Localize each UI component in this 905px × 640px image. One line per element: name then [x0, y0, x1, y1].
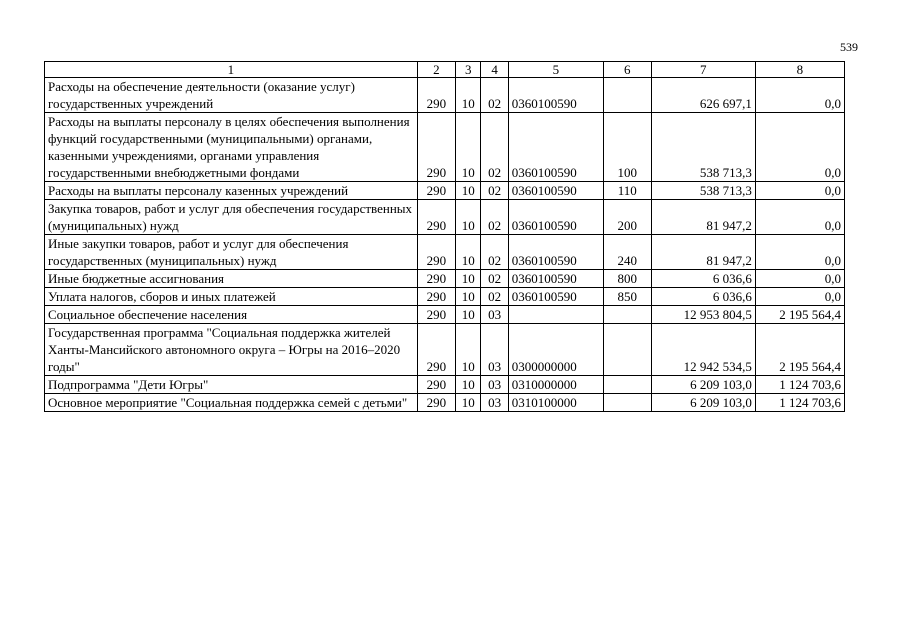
- section-cell: 10: [456, 182, 481, 200]
- subvention-amount-cell: 0,0: [755, 235, 844, 270]
- admin-code-cell: 290: [417, 324, 455, 376]
- subsection-cell: 02: [481, 113, 508, 182]
- subvention-amount-cell: 0,0: [755, 113, 844, 182]
- admin-code-cell: 290: [417, 270, 455, 288]
- target-article-cell: 0360100590: [508, 113, 603, 182]
- expense-type-cell: 800: [603, 270, 651, 288]
- row-name-cell: Подпрограмма "Дети Югры": [45, 376, 418, 394]
- subsection-cell: 02: [481, 182, 508, 200]
- admin-code-cell: 290: [417, 113, 455, 182]
- expense-type-cell: [603, 376, 651, 394]
- expense-type-cell: [603, 394, 651, 412]
- table-row: [45, 376, 845, 394]
- amount-cell: 12 942 534,5: [651, 324, 755, 376]
- section-cell: 10: [456, 288, 481, 306]
- amount-cell: 12 953 804,5: [651, 306, 755, 324]
- admin-code-cell: 290: [417, 200, 455, 235]
- amount-cell: 538 713,3: [651, 113, 755, 182]
- section-cell: 10: [456, 394, 481, 412]
- row-name-cell: Уплата налогов, сборов и иных платежей: [45, 288, 418, 306]
- table-row: [45, 235, 845, 270]
- expense-type-cell: 240: [603, 235, 651, 270]
- header-cell-target-article: 5: [508, 62, 603, 78]
- row-name-cell: Расходы на выплаты персоналу казенных учреждений: [45, 182, 418, 200]
- row-name-cell: Иные бюджетные ассигнования: [45, 270, 418, 288]
- target-article-cell: 0300000000: [508, 324, 603, 376]
- subvention-amount-cell: 0,0: [755, 78, 844, 113]
- table-row: [45, 394, 845, 412]
- section-cell: 10: [456, 113, 481, 182]
- table-row: [45, 113, 845, 182]
- amount-cell: 626 697,1: [651, 78, 755, 113]
- table-row: [45, 306, 845, 324]
- subvention-amount-cell: 1 124 703,6: [755, 394, 844, 412]
- header-cell-expense-type: 6: [603, 62, 651, 78]
- page-number: 539: [840, 40, 858, 54]
- amount-cell: 538 713,3: [651, 182, 755, 200]
- subvention-amount-cell: 0,0: [755, 270, 844, 288]
- subsection-cell: 02: [481, 270, 508, 288]
- section-cell: 10: [456, 78, 481, 113]
- target-article-cell: 0310100000: [508, 394, 603, 412]
- subsection-cell: 03: [481, 306, 508, 324]
- subsection-cell: 02: [481, 288, 508, 306]
- header-cell-admin: 2: [417, 62, 455, 78]
- row-name-cell: Иные закупки товаров, работ и услуг для обеспечения государственных (муниципальных) нужд: [45, 235, 418, 270]
- section-cell: 10: [456, 235, 481, 270]
- budget-table: [44, 61, 845, 412]
- subsection-cell: 03: [481, 394, 508, 412]
- subsection-cell: 03: [481, 324, 508, 376]
- table-row: [45, 200, 845, 235]
- subsection-cell: 02: [481, 200, 508, 235]
- target-article-cell: 0360100590: [508, 78, 603, 113]
- amount-cell: 6 036,6: [651, 288, 755, 306]
- section-cell: 10: [456, 324, 481, 376]
- amount-cell: 6 036,6: [651, 270, 755, 288]
- row-name-cell: Социальное обеспечение населения: [45, 306, 418, 324]
- row-name-cell: Расходы на выплаты персоналу в целях обеспечения выполнения функций государственными (муниципальными) органами, казенными учреждениями, органами управления государственными внебюджетными фондами: [45, 113, 418, 182]
- amount-cell: 81 947,2: [651, 200, 755, 235]
- admin-code-cell: 290: [417, 288, 455, 306]
- header-cell-section: 3: [456, 62, 481, 78]
- admin-code-cell: 290: [417, 306, 455, 324]
- amount-cell: 6 209 103,0: [651, 376, 755, 394]
- expense-type-cell: [603, 306, 651, 324]
- table-row: [45, 288, 845, 306]
- subsection-cell: 02: [481, 235, 508, 270]
- expense-type-cell: [603, 324, 651, 376]
- target-article-cell: 0360100590: [508, 200, 603, 235]
- table-header-row: [45, 62, 845, 78]
- admin-code-cell: 290: [417, 182, 455, 200]
- section-cell: 10: [456, 270, 481, 288]
- row-name-cell: Закупка товаров, работ и услуг для обеспечения государственных (муниципальных) нужд: [45, 200, 418, 235]
- header-cell-amount: 7: [651, 62, 755, 78]
- section-cell: 10: [456, 200, 481, 235]
- amount-cell: 81 947,2: [651, 235, 755, 270]
- section-cell: 10: [456, 306, 481, 324]
- subvention-amount-cell: 0,0: [755, 288, 844, 306]
- row-name-cell: Расходы на обеспечение деятельности (оказание услуг) государственных учреждений: [45, 78, 418, 113]
- expense-type-cell: 850: [603, 288, 651, 306]
- table-row: [45, 78, 845, 113]
- admin-code-cell: 290: [417, 235, 455, 270]
- subsection-cell: 03: [481, 376, 508, 394]
- subvention-amount-cell: 1 124 703,6: [755, 376, 844, 394]
- target-article-cell: 0310000000: [508, 376, 603, 394]
- subvention-amount-cell: 0,0: [755, 182, 844, 200]
- header-cell-subsection: 4: [481, 62, 508, 78]
- amount-cell: 6 209 103,0: [651, 394, 755, 412]
- header-cell-name: 1: [45, 62, 418, 78]
- admin-code-cell: 290: [417, 376, 455, 394]
- section-cell: 10: [456, 376, 481, 394]
- subsection-cell: 02: [481, 78, 508, 113]
- subvention-amount-cell: 2 195 564,4: [755, 306, 844, 324]
- row-name-cell: Государственная программа "Социальная поддержка жителей Ханты-Мансийского автономного округа – Югры на 2016–2020 годы": [45, 324, 418, 376]
- admin-code-cell: 290: [417, 78, 455, 113]
- target-article-cell: 0360100590: [508, 288, 603, 306]
- admin-code-cell: 290: [417, 394, 455, 412]
- header-cell-subvention-amount: 8: [755, 62, 844, 78]
- target-article-cell: [508, 306, 603, 324]
- expense-type-cell: 200: [603, 200, 651, 235]
- subvention-amount-cell: 0,0: [755, 200, 844, 235]
- target-article-cell: 0360100590: [508, 235, 603, 270]
- row-name-cell: Основное мероприятие "Социальная поддержка семей с детьми": [45, 394, 418, 412]
- expense-type-cell: 110: [603, 182, 651, 200]
- table-row: [45, 182, 845, 200]
- table-row: [45, 324, 845, 376]
- target-article-cell: 0360100590: [508, 270, 603, 288]
- expense-type-cell: [603, 78, 651, 113]
- expense-type-cell: 100: [603, 113, 651, 182]
- subvention-amount-cell: 2 195 564,4: [755, 324, 844, 376]
- target-article-cell: 0360100590: [508, 182, 603, 200]
- table-row: [45, 270, 845, 288]
